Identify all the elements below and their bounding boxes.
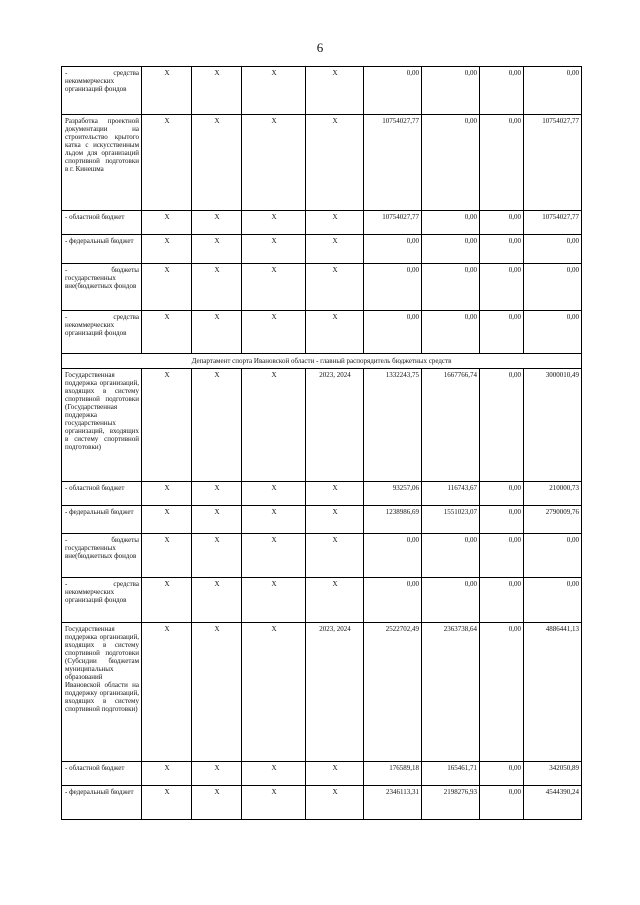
row-v2-cell: 0,00 bbox=[422, 235, 480, 264]
row-v3-cell: 0,00 bbox=[480, 264, 524, 311]
table-row bbox=[62, 235, 582, 264]
row-c3-cell: Х bbox=[242, 506, 306, 534]
row-c2-cell: Х bbox=[192, 762, 242, 786]
row-v4-cell: 10754027,77 bbox=[524, 115, 582, 211]
row-name-cell: - средства некоммерческих организаций фондов bbox=[62, 311, 142, 354]
row-v1-cell: 93257,06 bbox=[364, 482, 422, 506]
row-v2-cell: 116743,67 bbox=[422, 482, 480, 506]
row-c2-cell: Х bbox=[192, 311, 242, 354]
row-v3-cell: 0,00 bbox=[480, 115, 524, 211]
table-row bbox=[62, 578, 582, 623]
row-v4-cell: 210000,73 bbox=[524, 482, 582, 506]
row-c3-cell: Х bbox=[242, 578, 306, 623]
table-row bbox=[62, 482, 582, 506]
row-c2-cell: Х bbox=[192, 623, 242, 762]
row-c4-cell: Х bbox=[306, 311, 364, 354]
row-v2-cell: 0,00 bbox=[422, 578, 480, 623]
row-name-cell: - федеральный бюджет bbox=[62, 235, 142, 264]
table-row bbox=[62, 534, 582, 578]
row-name-cell: Разработка проектной документации на строительство крытого катка с искусственным льдом для организаций спортивной подготовки в г. Кинешма bbox=[62, 115, 142, 211]
row-c3-cell: Х bbox=[242, 482, 306, 506]
row-v4-cell: 4544390,24 bbox=[524, 786, 582, 820]
row-v2-cell: 165461,71 bbox=[422, 762, 480, 786]
row-c4-cell: 2023, 2024 bbox=[306, 369, 364, 482]
row-c2-cell: Х bbox=[192, 578, 242, 623]
row-v4-cell: 0,00 bbox=[524, 67, 582, 115]
row-c4-cell: Х bbox=[306, 506, 364, 534]
row-c1-cell: Х bbox=[142, 264, 192, 311]
row-v3-cell: 0,00 bbox=[480, 623, 524, 762]
row-c1-cell: Х bbox=[142, 235, 192, 264]
row-v4-cell: 3000010,49 bbox=[524, 369, 582, 482]
row-c2-cell: Х bbox=[192, 482, 242, 506]
row-c2-cell: Х bbox=[192, 506, 242, 534]
row-c4-cell: Х bbox=[306, 762, 364, 786]
row-v4-cell: 0,00 bbox=[524, 264, 582, 311]
row-c3-cell: Х bbox=[242, 369, 306, 482]
row-c1-cell: Х bbox=[142, 311, 192, 354]
row-c3-cell: Х bbox=[242, 264, 306, 311]
row-name-cell: - областной бюджет bbox=[62, 482, 142, 506]
row-v1-cell: 2522702,49 bbox=[364, 623, 422, 762]
row-v3-cell: 0,00 bbox=[480, 506, 524, 534]
row-c2-cell: Х bbox=[192, 534, 242, 578]
row-c1-cell: Х bbox=[142, 211, 192, 235]
row-v3-cell: 0,00 bbox=[480, 786, 524, 820]
table-row bbox=[62, 786, 582, 820]
row-name-cell: - средства некоммерческих организаций фондов bbox=[62, 67, 142, 115]
row-v1-cell: 0,00 bbox=[364, 264, 422, 311]
row-c4-cell: Х bbox=[306, 578, 364, 623]
budget-table bbox=[61, 66, 582, 820]
row-c2-cell: Х bbox=[192, 235, 242, 264]
row-v3-cell: 0,00 bbox=[480, 235, 524, 264]
row-v4-cell: 10754027,77 bbox=[524, 211, 582, 235]
row-c2-cell: Х bbox=[192, 67, 242, 115]
row-v1-cell: 176589,18 bbox=[364, 762, 422, 786]
row-name-cell: - средства некоммерческих организаций фондов bbox=[62, 578, 142, 623]
row-v3-cell: 0,00 bbox=[480, 578, 524, 623]
row-v3-cell: 0,00 bbox=[480, 762, 524, 786]
row-c3-cell: Х bbox=[242, 534, 306, 578]
row-c4-cell: Х bbox=[306, 264, 364, 311]
row-c4-cell: 2023, 2024 bbox=[306, 623, 364, 762]
row-c1-cell: Х bbox=[142, 482, 192, 506]
row-name-cell: - федеральный бюджет bbox=[62, 786, 142, 820]
row-v1-cell: 0,00 bbox=[364, 578, 422, 623]
table-row bbox=[62, 762, 582, 786]
row-v3-cell: 0,00 bbox=[480, 482, 524, 506]
row-v1-cell: 1332243,75 bbox=[364, 369, 422, 482]
section-title: Департамент спорта Ивановской области - главный распорядитель бюджетных средств bbox=[62, 354, 582, 369]
row-c4-cell: Х bbox=[306, 235, 364, 264]
row-c1-cell: Х bbox=[142, 534, 192, 578]
row-name-cell: Государственная поддержка организаций, входящих в систему спортивной подготовки (Государственная поддержка государственных организаций, входящих в систему спортивной подготовки) bbox=[62, 369, 142, 482]
row-c4-cell: Х bbox=[306, 67, 364, 115]
row-v1-cell: 1238986,69 bbox=[364, 506, 422, 534]
row-name-cell: - федеральный бюджет bbox=[62, 506, 142, 534]
row-v3-cell: 0,00 bbox=[480, 369, 524, 482]
row-c2-cell: Х bbox=[192, 264, 242, 311]
row-v4-cell: 0,00 bbox=[524, 578, 582, 623]
row-v2-cell: 1551023,07 bbox=[422, 506, 480, 534]
row-c1-cell: Х bbox=[142, 369, 192, 482]
row-v2-cell: 0,00 bbox=[422, 534, 480, 578]
row-c1-cell: Х bbox=[142, 623, 192, 762]
row-v4-cell: 342050,89 bbox=[524, 762, 582, 786]
table-row bbox=[62, 623, 582, 762]
row-c3-cell: Х bbox=[242, 623, 306, 762]
row-c2-cell: Х bbox=[192, 786, 242, 820]
section-header-row bbox=[62, 354, 582, 369]
table-row bbox=[62, 211, 582, 235]
row-c1-cell: Х bbox=[142, 762, 192, 786]
row-name-cell: - областной бюджет bbox=[62, 211, 142, 235]
row-c1-cell: Х bbox=[142, 115, 192, 211]
row-c4-cell: Х bbox=[306, 115, 364, 211]
row-v3-cell: 0,00 bbox=[480, 211, 524, 235]
row-c1-cell: Х bbox=[142, 786, 192, 820]
row-c3-cell: Х bbox=[242, 235, 306, 264]
row-c4-cell: Х bbox=[306, 786, 364, 820]
row-v2-cell: 0,00 bbox=[422, 115, 480, 211]
row-c4-cell: Х bbox=[306, 211, 364, 235]
table-row bbox=[62, 506, 582, 534]
row-c3-cell: Х bbox=[242, 211, 306, 235]
row-v1-cell: 0,00 bbox=[364, 67, 422, 115]
row-v1-cell: 0,00 bbox=[364, 311, 422, 354]
table-row bbox=[62, 67, 582, 115]
row-c1-cell: Х bbox=[142, 578, 192, 623]
row-c3-cell: Х bbox=[242, 311, 306, 354]
table-row bbox=[62, 311, 582, 354]
table-row bbox=[62, 369, 582, 482]
row-c3-cell: Х bbox=[242, 786, 306, 820]
row-v3-cell: 0,00 bbox=[480, 311, 524, 354]
row-v1-cell: 10754027,77 bbox=[364, 115, 422, 211]
row-c2-cell: Х bbox=[192, 369, 242, 482]
row-name-cell: Государственная поддержка организаций, входящих в систему спортивной подготовки (Субсидии бюджетам муниципальных образований Ивановской области на поддержку организаций, входящих в систему спортивной подготовки) bbox=[62, 623, 142, 762]
row-c3-cell: Х bbox=[242, 115, 306, 211]
row-v4-cell: 0,00 bbox=[524, 311, 582, 354]
row-c3-cell: Х bbox=[242, 67, 306, 115]
row-v4-cell: 4886441,13 bbox=[524, 623, 582, 762]
row-v1-cell: 0,00 bbox=[364, 534, 422, 578]
row-v3-cell: 0,00 bbox=[480, 534, 524, 578]
row-v2-cell: 0,00 bbox=[422, 264, 480, 311]
row-v2-cell: 0,00 bbox=[422, 211, 480, 235]
row-c4-cell: Х bbox=[306, 482, 364, 506]
row-v2-cell: 2363738,64 bbox=[422, 623, 480, 762]
table-row bbox=[62, 115, 582, 211]
row-v3-cell: 0,00 bbox=[480, 67, 524, 115]
row-c2-cell: Х bbox=[192, 115, 242, 211]
row-name-cell: - областной бюджет bbox=[62, 762, 142, 786]
row-v1-cell: 2346113,31 bbox=[364, 786, 422, 820]
row-v2-cell: 0,00 bbox=[422, 311, 480, 354]
row-v2-cell: 2198276,93 bbox=[422, 786, 480, 820]
row-v4-cell: 0,00 bbox=[524, 534, 582, 578]
row-name-cell: - бюджеты государственных вне(бюджетных фондов bbox=[62, 534, 142, 578]
row-v2-cell: 0,00 bbox=[422, 67, 480, 115]
page-number: 6 bbox=[316, 40, 324, 55]
table-row bbox=[62, 264, 582, 311]
row-v2-cell: 1667766,74 bbox=[422, 369, 480, 482]
row-v1-cell: 0,00 bbox=[364, 235, 422, 264]
row-v4-cell: 2790009,76 bbox=[524, 506, 582, 534]
row-c2-cell: Х bbox=[192, 211, 242, 235]
row-c1-cell: Х bbox=[142, 506, 192, 534]
row-name-cell: - бюджеты государственных вне(бюджетных фондов bbox=[62, 264, 142, 311]
row-c3-cell: Х bbox=[242, 762, 306, 786]
row-v4-cell: 0,00 bbox=[524, 235, 582, 264]
row-c4-cell: Х bbox=[306, 534, 364, 578]
row-v1-cell: 10754027,77 bbox=[364, 211, 422, 235]
row-c1-cell: Х bbox=[142, 67, 192, 115]
